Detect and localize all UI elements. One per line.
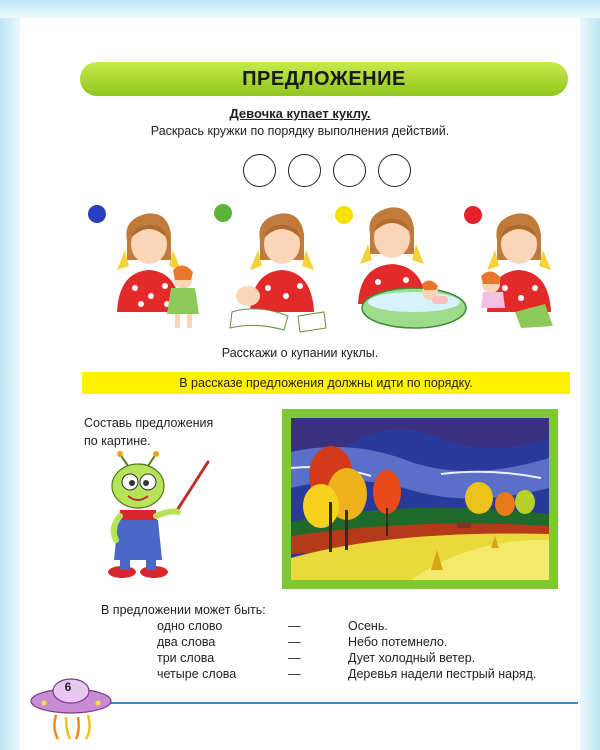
answer-circles [243,154,411,187]
scene-girl-undressing-doll-image [228,200,348,340]
dash-separator: — [288,651,301,665]
word-count-label: четыре слова [157,667,237,681]
scene-girl-dressing-doll-image [475,200,595,340]
compose-prompt [84,414,213,450]
word-count-label: два слова [157,635,216,649]
sentence-row [0,635,600,651]
rule-highlight [82,372,570,394]
retell-prompt: Расскажи о купании куклы. [221,346,379,360]
scene-girl-holding-doll-image [105,200,225,340]
answer-circle-3[interactable] [333,154,366,187]
answer-circle-4[interactable] [378,154,411,187]
autumn-landscape-image [291,418,549,580]
sentence-row [0,619,600,635]
sentence-example: Небо потемнело. [348,635,448,649]
answer-circle-1[interactable] [243,154,276,187]
page-border-top [0,0,600,18]
dash-separator: — [288,619,301,633]
sentence-intro: В предложении может быть: [101,603,266,617]
word-count-label: одно слово [157,619,223,633]
scene-girl-bathing-doll-image [348,200,468,340]
alien-teacher-illustration [90,450,230,590]
page-number: 6 [64,680,72,694]
page-title: ПРЕДЛОЖЕНИЕ [242,67,406,90]
autumn-landscape-picture [282,409,558,589]
sentence-example: Осень. [348,619,388,633]
exercise-subtitle: Девочка купает куклу. [229,106,371,121]
title-bar [80,62,568,96]
dash-separator: — [288,667,301,681]
sentence-example: Деревья надели пестрый наряд. [348,667,537,681]
color-dot-blue [88,205,106,223]
dash-separator: — [288,635,301,649]
rule-text: В рассказе предложения должны идти по порядку. [179,376,473,390]
word-count-label: три слова [157,651,215,665]
answer-circle-2[interactable] [288,154,321,187]
sentence-example: Дует холодный ветер. [348,651,476,665]
compose-line-2: по картине. [84,434,151,448]
footer-divider [106,702,578,704]
sentence-row [0,651,600,667]
compose-line-1: Составь предложения [84,416,214,430]
exercise-instruction: Раскрась кружки по порядку выполнения действий. [150,124,450,138]
